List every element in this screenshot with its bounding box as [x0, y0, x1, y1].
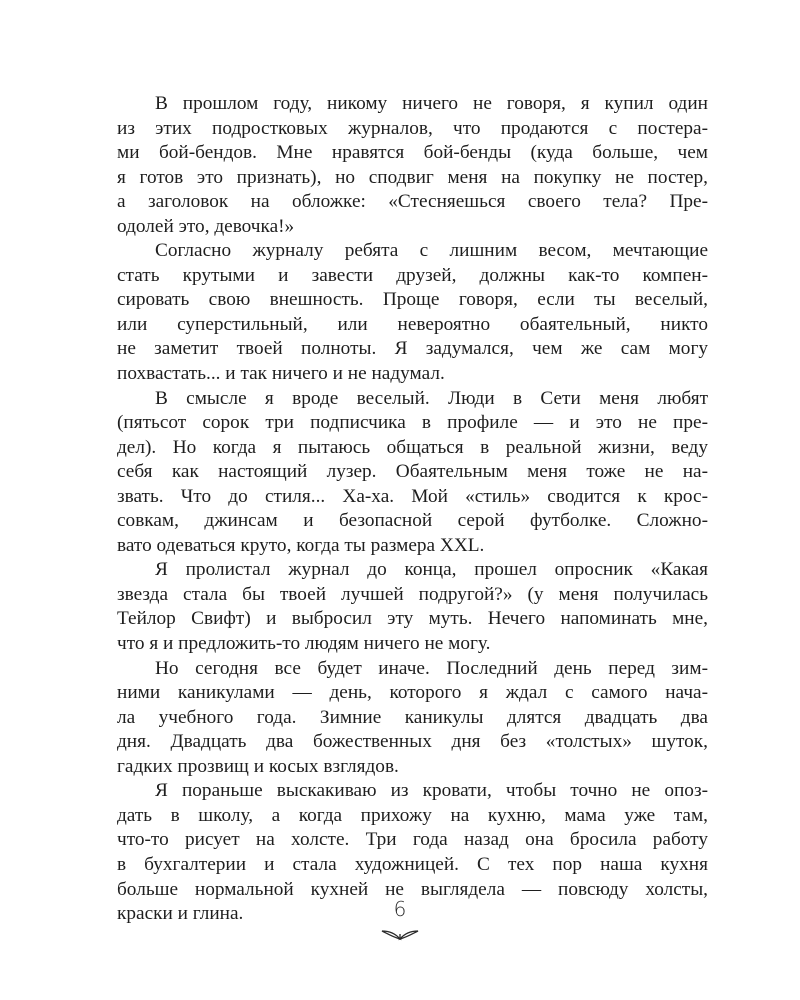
text-line: что я и предложить-то людям ничего не могу. [117, 633, 491, 655]
text-line: ними каникулами — день, которого я ждал с самого нача- [117, 682, 708, 704]
body-text [117, 92, 708, 927]
text-line: больше нормальной кухней не выглядела — повсюду холсты, [117, 878, 708, 900]
text-line: сировать свою внешность. Проще говоря, если ты веселый, [117, 289, 708, 311]
page-number: 6 [393, 897, 407, 921]
text-line: Тейлор Свифт) и выбросил эту муть. Нечего напоминать мне, [117, 608, 708, 630]
text-line: В смысле я вроде веселый. Люди в Сети меня любят [155, 387, 708, 409]
text-line: стать крутыми и завести друзей, должны как-то компен- [117, 264, 708, 286]
text-line: или суперстильный, или невероятно обаятельный, никто [117, 313, 708, 335]
text-line: гадких прозвищ и косых взглядов. [117, 755, 399, 777]
text-line: Я пораньше выскакиваю из кровати, чтобы точно не опоз- [155, 780, 708, 802]
text-line: ла учебного года. Зимние каникулы длятся двадцать два [117, 706, 708, 728]
text-line: одолей это, девочка!» [117, 215, 295, 237]
text-line: а заголовок на обложке: «Стесняешься своего тела? Пре- [117, 191, 708, 213]
text-line: Согласно журналу ребята с лишним весом, мечтающие [155, 240, 708, 262]
leaf-ornament-icon [380, 925, 420, 941]
text-line: похвастать... и так ничего и не надумал. [117, 363, 445, 385]
text-line: звезда стала бы твоей лучшей подругой?» (у меня получилась [117, 583, 708, 605]
text-line: звать. Что до стиля... Ха-ха. Мой «стиль» сводится к крос- [117, 485, 708, 507]
text-line: дать в школу, а когда прихожу на кухню, мама уже там, [117, 804, 708, 826]
text-line: (пятьсот сорок три подписчика в профиле — и это не пре- [117, 412, 708, 434]
text-line: В прошлом году, никому ничего не говоря, я купил один [155, 93, 708, 114]
text-line: из этих подростковых журналов, что продаются с постера- [117, 117, 708, 139]
text-line: краски и глина. [117, 903, 244, 925]
text-line: совкам, джинсам и безопасной серой футболке. Сложно- [117, 510, 708, 532]
text-line: себя как настоящий лузер. Обаятельным меня тоже не на- [117, 461, 708, 483]
text-line: Но сегодня все будет иначе. Последний день перед зим- [155, 657, 708, 679]
page-footer [0, 896, 800, 941]
text-line: не заметит твоей полноты. Я задумался, чем же сам могу [117, 338, 708, 360]
text-line: вато одеваться круто, когда ты размера XXL. [117, 534, 485, 556]
text-line: в бухгалтерии и стала художницей. С тех пор наша кухня [117, 853, 708, 875]
text-line: Я пролистал журнал до конца, прошел опросник «Какая [155, 559, 708, 581]
text-line: я готов это признать), но сподвиг меня на покупку не постер, [117, 166, 708, 188]
text-line: дня. Двадцать два божественных дня без «толстых» шуток, [117, 731, 708, 753]
text-line: дел). Но когда я пытаюсь общаться в реальной жизни, веду [117, 436, 708, 458]
text-line: ми бой-бендов. Мне нравятся бой-бенды (куда больше, чем [117, 142, 708, 164]
text-line: что-то рисует на холсте. Три года назад она бросила работу [117, 829, 708, 851]
